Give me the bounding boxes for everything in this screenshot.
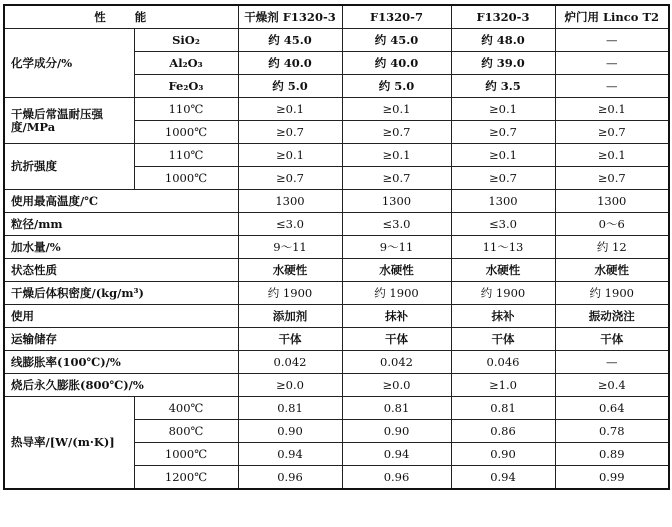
table-cell: 0.96 (342, 466, 451, 490)
table-cell: 约 1900 (555, 282, 669, 305)
table-cell: ≤3.0 (342, 213, 451, 236)
table-row (4, 29, 669, 52)
row-label-compressive: 干燥后常温耐压强度/MPa (4, 98, 134, 144)
table-cell: 添加剂 (238, 305, 342, 328)
table-cell: 0.90 (451, 443, 555, 466)
row-label: 加水量/% (4, 236, 238, 259)
sub-label: 800℃ (134, 420, 238, 443)
table-cell: 0.94 (342, 443, 451, 466)
table-cell: 0.86 (451, 420, 555, 443)
sub-label: 1000℃ (134, 121, 238, 144)
table-cell: 约 3.5 (451, 75, 555, 98)
table-cell: 1300 (342, 190, 451, 213)
table-cell: 0.78 (555, 420, 669, 443)
table-row (4, 213, 669, 236)
table-cell: 水硬性 (238, 259, 342, 282)
row-label: 状态性质 (4, 259, 238, 282)
row-label: 粒径/mm (4, 213, 238, 236)
sub-label: Fe₂O₃ (134, 75, 238, 98)
table-row (4, 374, 669, 397)
table-cell: 抹补 (451, 305, 555, 328)
table-row (4, 282, 669, 305)
table-cell: ≥0.0 (238, 374, 342, 397)
table-cell: 0.90 (342, 420, 451, 443)
sub-label: 1000℃ (134, 443, 238, 466)
table-row (4, 328, 669, 351)
row-label-flexural: 抗折强度 (4, 144, 134, 190)
table-cell: ≤3.0 (451, 213, 555, 236)
table-cell: 水硬性 (451, 259, 555, 282)
table-row (4, 98, 669, 121)
header-row (4, 5, 669, 29)
table-cell: ≥0.1 (451, 98, 555, 121)
table-cell: ≥0.0 (342, 374, 451, 397)
table-cell: 干体 (238, 328, 342, 351)
table-cell: 0.81 (342, 397, 451, 420)
table-cell: ≥0.1 (555, 144, 669, 167)
header-col-3: F1320-3 (451, 5, 555, 29)
table-cell: 1300 (238, 190, 342, 213)
table-cell: 0.94 (451, 466, 555, 490)
sub-label: SiO₂ (134, 29, 238, 52)
table-cell: 0.89 (555, 443, 669, 466)
table-cell: 0.042 (342, 351, 451, 374)
table-cell: 0.042 (238, 351, 342, 374)
table-cell: ≥0.7 (238, 121, 342, 144)
table-row (4, 236, 669, 259)
table-cell: 9～11 (342, 236, 451, 259)
row-label: 使用 (4, 305, 238, 328)
table-cell: ≥0.7 (555, 167, 669, 190)
row-label-thermal: 热导率/[W/(m·K)] (4, 397, 134, 490)
sub-label: Al₂O₃ (134, 52, 238, 75)
table-cell: 约 45.0 (238, 29, 342, 52)
table-cell: 0.96 (238, 466, 342, 490)
table-cell: ≥0.1 (342, 98, 451, 121)
table-cell: 0～6 (555, 213, 669, 236)
table-row (4, 144, 669, 167)
table-cell: 0.90 (238, 420, 342, 443)
table-cell: ≥0.1 (451, 144, 555, 167)
table-cell: 0.64 (555, 397, 669, 420)
table-cell: 干体 (555, 328, 669, 351)
header-col-2: F1320-7 (342, 5, 451, 29)
sub-label: 400℃ (134, 397, 238, 420)
sub-label: 1000℃ (134, 167, 238, 190)
table-cell: 振动浇注 (555, 305, 669, 328)
header-col-1: 干燥剂 F1320-3 (238, 5, 342, 29)
header-col-4: 炉门用 Linco T2 (555, 5, 669, 29)
table-cell: 0.94 (238, 443, 342, 466)
table-cell: 约 40.0 (342, 52, 451, 75)
table-cell: ≥0.1 (555, 98, 669, 121)
table-cell: — (555, 52, 669, 75)
table-cell: ≥0.7 (451, 167, 555, 190)
table-cell: 约 12 (555, 236, 669, 259)
table-cell: 干体 (451, 328, 555, 351)
table-cell: ≥0.7 (342, 167, 451, 190)
table-cell: 0.81 (238, 397, 342, 420)
table-cell: — (555, 75, 669, 98)
table-cell: 0.99 (555, 466, 669, 490)
table-cell: 约 1900 (451, 282, 555, 305)
table-cell: 约 45.0 (342, 29, 451, 52)
table-cell: ≥0.7 (451, 121, 555, 144)
table-cell: 约 5.0 (238, 75, 342, 98)
header-property: 性 能 (4, 5, 238, 29)
properties-table (3, 4, 670, 490)
row-label: 运输储存 (4, 328, 238, 351)
table-cell: 9～11 (238, 236, 342, 259)
table-cell: 0.81 (451, 397, 555, 420)
row-label: 线膨胀率(100℃)/% (4, 351, 238, 374)
row-label: 烧后永久膨胀(800℃)/% (4, 374, 238, 397)
table-cell: ≥0.1 (342, 144, 451, 167)
table-cell: 0.046 (451, 351, 555, 374)
table-cell: ≥0.7 (342, 121, 451, 144)
table-row (4, 397, 669, 420)
table-cell: 约 48.0 (451, 29, 555, 52)
table-cell: 1300 (555, 190, 669, 213)
sub-label: 110℃ (134, 98, 238, 121)
row-label-chem: 化学成分/% (4, 29, 134, 98)
table-row (4, 305, 669, 328)
table-cell: ≥0.7 (238, 167, 342, 190)
row-label: 使用最高温度/℃ (4, 190, 238, 213)
table-row (4, 351, 669, 374)
table-cell: 约 5.0 (342, 75, 451, 98)
sub-label: 1200℃ (134, 466, 238, 490)
table-cell: 1300 (451, 190, 555, 213)
table-cell: 11～13 (451, 236, 555, 259)
table-cell: — (555, 29, 669, 52)
table-cell: ≥0.7 (555, 121, 669, 144)
table-cell: ≤3.0 (238, 213, 342, 236)
table-cell: ≥0.4 (555, 374, 669, 397)
table-cell: 水硬性 (342, 259, 451, 282)
table-cell: ≥0.1 (238, 98, 342, 121)
table-row (4, 259, 669, 282)
table-cell: ≥1.0 (451, 374, 555, 397)
table-cell: 干体 (342, 328, 451, 351)
table-cell: 约 40.0 (238, 52, 342, 75)
table-cell: — (555, 351, 669, 374)
sub-label: 110℃ (134, 144, 238, 167)
table-cell: 抹补 (342, 305, 451, 328)
table-row (4, 190, 669, 213)
table-cell: 约 1900 (342, 282, 451, 305)
table-cell: 约 1900 (238, 282, 342, 305)
row-label: 干燥后体积密度/(kg/m³) (4, 282, 238, 305)
table-cell: ≥0.1 (238, 144, 342, 167)
table-cell: 水硬性 (555, 259, 669, 282)
table-cell: 约 39.0 (451, 52, 555, 75)
